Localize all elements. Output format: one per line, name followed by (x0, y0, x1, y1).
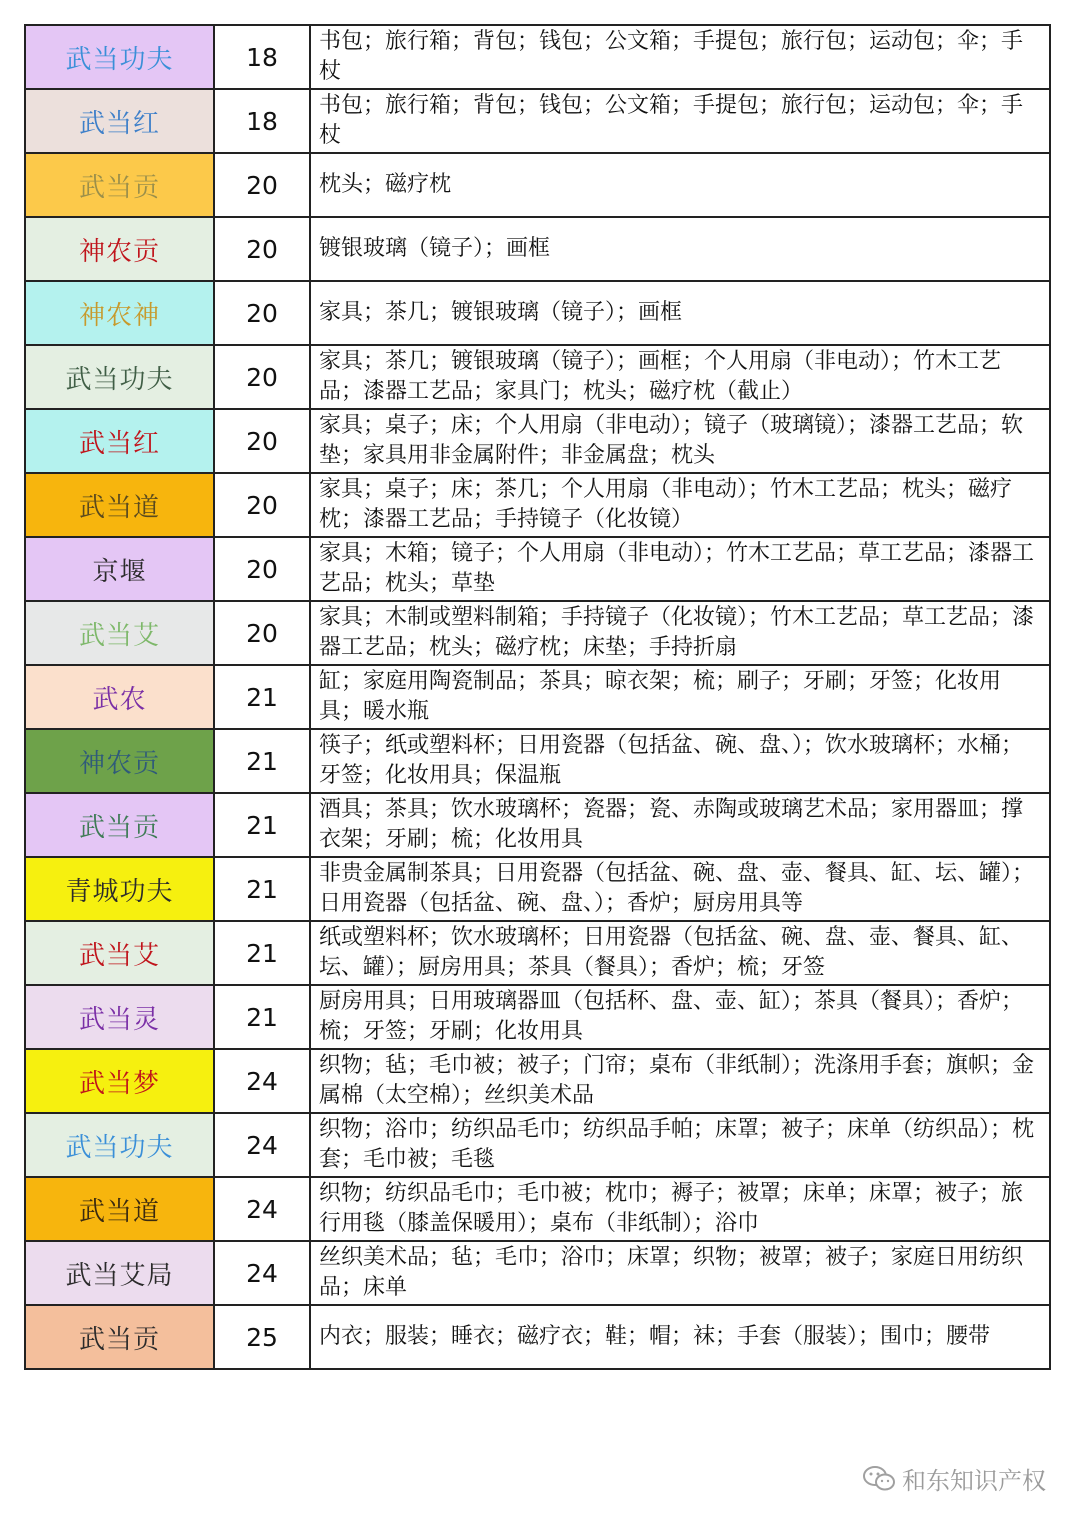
table-row (25, 601, 1050, 665)
goods-list: 家具；桌子；床；个人用扇（非电动）；镜子（玻璃镜）；漆器工艺品；软垫；家具用非金属附件；非金属盘；枕头 (310, 409, 1050, 473)
trademark-name: 武当贡 (25, 1305, 214, 1369)
trademark-table (24, 24, 1051, 1370)
class-number: 24 (214, 1241, 310, 1305)
class-number: 20 (214, 217, 310, 281)
goods-list: 镀银玻璃（镜子）；画框 (310, 217, 1050, 281)
watermark-text: 和东知识产权 (902, 1467, 1046, 1495)
table-row (25, 729, 1050, 793)
class-number: 20 (214, 153, 310, 217)
goods-list: 内衣；服装；睡衣；磁疗衣；鞋；帽；袜；手套（服装）；围巾；腰带 (310, 1305, 1050, 1369)
trademark-name: 武当艾 (25, 921, 214, 985)
trademark-name: 神农神 (25, 281, 214, 345)
table-row (25, 409, 1050, 473)
table-row (25, 345, 1050, 409)
class-number: 21 (214, 665, 310, 729)
class-number: 21 (214, 985, 310, 1049)
trademark-name: 武当红 (25, 89, 214, 153)
goods-list: 家具；木箱；镜子；个人用扇（非电动）；竹木工艺品；草工艺品；漆器工艺品；枕头；草垫 (310, 537, 1050, 601)
goods-list: 缸；家庭用陶瓷制品；茶具；晾衣架；梳；刷子；牙刷；牙签；化妆用具；暖水瓶 (310, 665, 1050, 729)
class-number: 20 (214, 281, 310, 345)
table-row (25, 473, 1050, 537)
goods-list: 厨房用具；日用玻璃器皿（包括杯、盘、壶、缸）；茶具（餐具）；香炉；梳；牙签；牙刷；化妆用具 (310, 985, 1050, 1049)
class-number: 21 (214, 729, 310, 793)
table-row (25, 153, 1050, 217)
trademark-name: 武当道 (25, 473, 214, 537)
table-row (25, 1177, 1050, 1241)
table-row (25, 89, 1050, 153)
trademark-name: 武当功夫 (25, 345, 214, 409)
class-number: 21 (214, 921, 310, 985)
class-number: 18 (214, 25, 310, 89)
table-row (25, 25, 1050, 89)
trademark-name: 武当艾 (25, 601, 214, 665)
table-row (25, 281, 1050, 345)
class-number: 21 (214, 857, 310, 921)
table-row (25, 921, 1050, 985)
goods-list: 家具；茶几；镀银玻璃（镜子）；画框；个人用扇（非电动）；竹木工艺品；漆器工艺品；家具门；枕头；磁疗枕（截止） (310, 345, 1050, 409)
trademark-name: 武当艾局 (25, 1241, 214, 1305)
goods-list: 家具；木制或塑料制箱；手持镜子（化妆镜）；竹木工艺品；草工艺品；漆器工艺品；枕头；磁疗枕；床垫；手持折扇 (310, 601, 1050, 665)
class-number: 20 (214, 473, 310, 537)
goods-list: 家具；桌子；床；茶几；个人用扇（非电动）；竹木工艺品；枕头；磁疗枕；漆器工艺品；手持镜子（化妆镜） (310, 473, 1050, 537)
wechat-icon (862, 1465, 896, 1493)
table-row (25, 793, 1050, 857)
trademark-name: 武当功夫 (25, 25, 214, 89)
trademark-name: 青城功夫 (25, 857, 214, 921)
trademark-name: 武当功夫 (25, 1113, 214, 1177)
class-number: 20 (214, 601, 310, 665)
goods-list: 织物；毡；毛巾被；被子；门帘；桌布（非纸制）；洗涤用手套；旗帜；金属棉（太空棉）；丝织美术品 (310, 1049, 1050, 1113)
goods-list: 纸或塑料杯；饮水玻璃杯；日用瓷器（包括盆、碗、盘、壶、餐具、缸、坛、罐）；厨房用具；茶具（餐具）；香炉；梳；牙签 (310, 921, 1050, 985)
table-body (25, 25, 1050, 1369)
goods-list: 非贵金属制茶具；日用瓷器（包括盆、碗、盘、壶、餐具、缸、坛、罐）；日用瓷器（包括盆、碗、盘、）；香炉；厨房用具等 (310, 857, 1050, 921)
trademark-name: 京堰 (25, 537, 214, 601)
goods-list: 书包；旅行箱；背包；钱包；公文箱；手提包；旅行包；运动包；伞；手杖 (310, 89, 1050, 153)
class-number: 18 (214, 89, 310, 153)
class-number: 25 (214, 1305, 310, 1369)
goods-list: 织物；浴巾；纺织品毛巾；纺织品手帕；床罩；被子；床单（纺织品）；枕套；毛巾被；毛毯 (310, 1113, 1050, 1177)
trademark-name: 武当道 (25, 1177, 214, 1241)
table-row (25, 857, 1050, 921)
watermark (862, 1461, 1046, 1496)
goods-list: 丝织美术品；毡；毛巾；浴巾；床罩；织物；被罩；被子；家庭日用纺织品；床单 (310, 1241, 1050, 1305)
class-number: 21 (214, 793, 310, 857)
goods-list: 织物；纺织品毛巾；毛巾被；枕巾；褥子；被罩；床单；床罩；被子；旅行用毯（膝盖保暖用）；桌布（非纸制）；浴巾 (310, 1177, 1050, 1241)
table-row (25, 1305, 1050, 1369)
trademark-name: 武当贡 (25, 793, 214, 857)
goods-list: 家具；茶几；镀银玻璃（镜子）；画框 (310, 281, 1050, 345)
table-row (25, 217, 1050, 281)
class-number: 20 (214, 345, 310, 409)
class-number: 24 (214, 1177, 310, 1241)
trademark-name: 武当灵 (25, 985, 214, 1049)
class-number: 24 (214, 1049, 310, 1113)
class-number: 20 (214, 537, 310, 601)
table-row (25, 1241, 1050, 1305)
goods-list: 酒具；茶具；饮水玻璃杯；瓷器；瓷、赤陶或玻璃艺术品；家用器皿；撑衣架；牙刷；梳；化妆用具 (310, 793, 1050, 857)
goods-list: 枕头；磁疗枕 (310, 153, 1050, 217)
table-row (25, 665, 1050, 729)
class-number: 20 (214, 409, 310, 473)
table-row (25, 1049, 1050, 1113)
trademark-name: 神农贡 (25, 217, 214, 281)
class-number: 24 (214, 1113, 310, 1177)
trademark-name: 神农贡 (25, 729, 214, 793)
trademark-name: 武当梦 (25, 1049, 214, 1113)
goods-list: 筷子；纸或塑料杯；日用瓷器（包括盆、碗、盘、）；饮水玻璃杯；水桶；牙签；化妆用具；保温瓶 (310, 729, 1050, 793)
table-row (25, 1113, 1050, 1177)
goods-list: 书包；旅行箱；背包；钱包；公文箱；手提包；旅行包；运动包；伞；手杖 (310, 25, 1050, 89)
trademark-name: 武当红 (25, 409, 214, 473)
table-row (25, 537, 1050, 601)
trademark-name: 武当贡 (25, 153, 214, 217)
trademark-name: 武农 (25, 665, 214, 729)
table-row (25, 985, 1050, 1049)
